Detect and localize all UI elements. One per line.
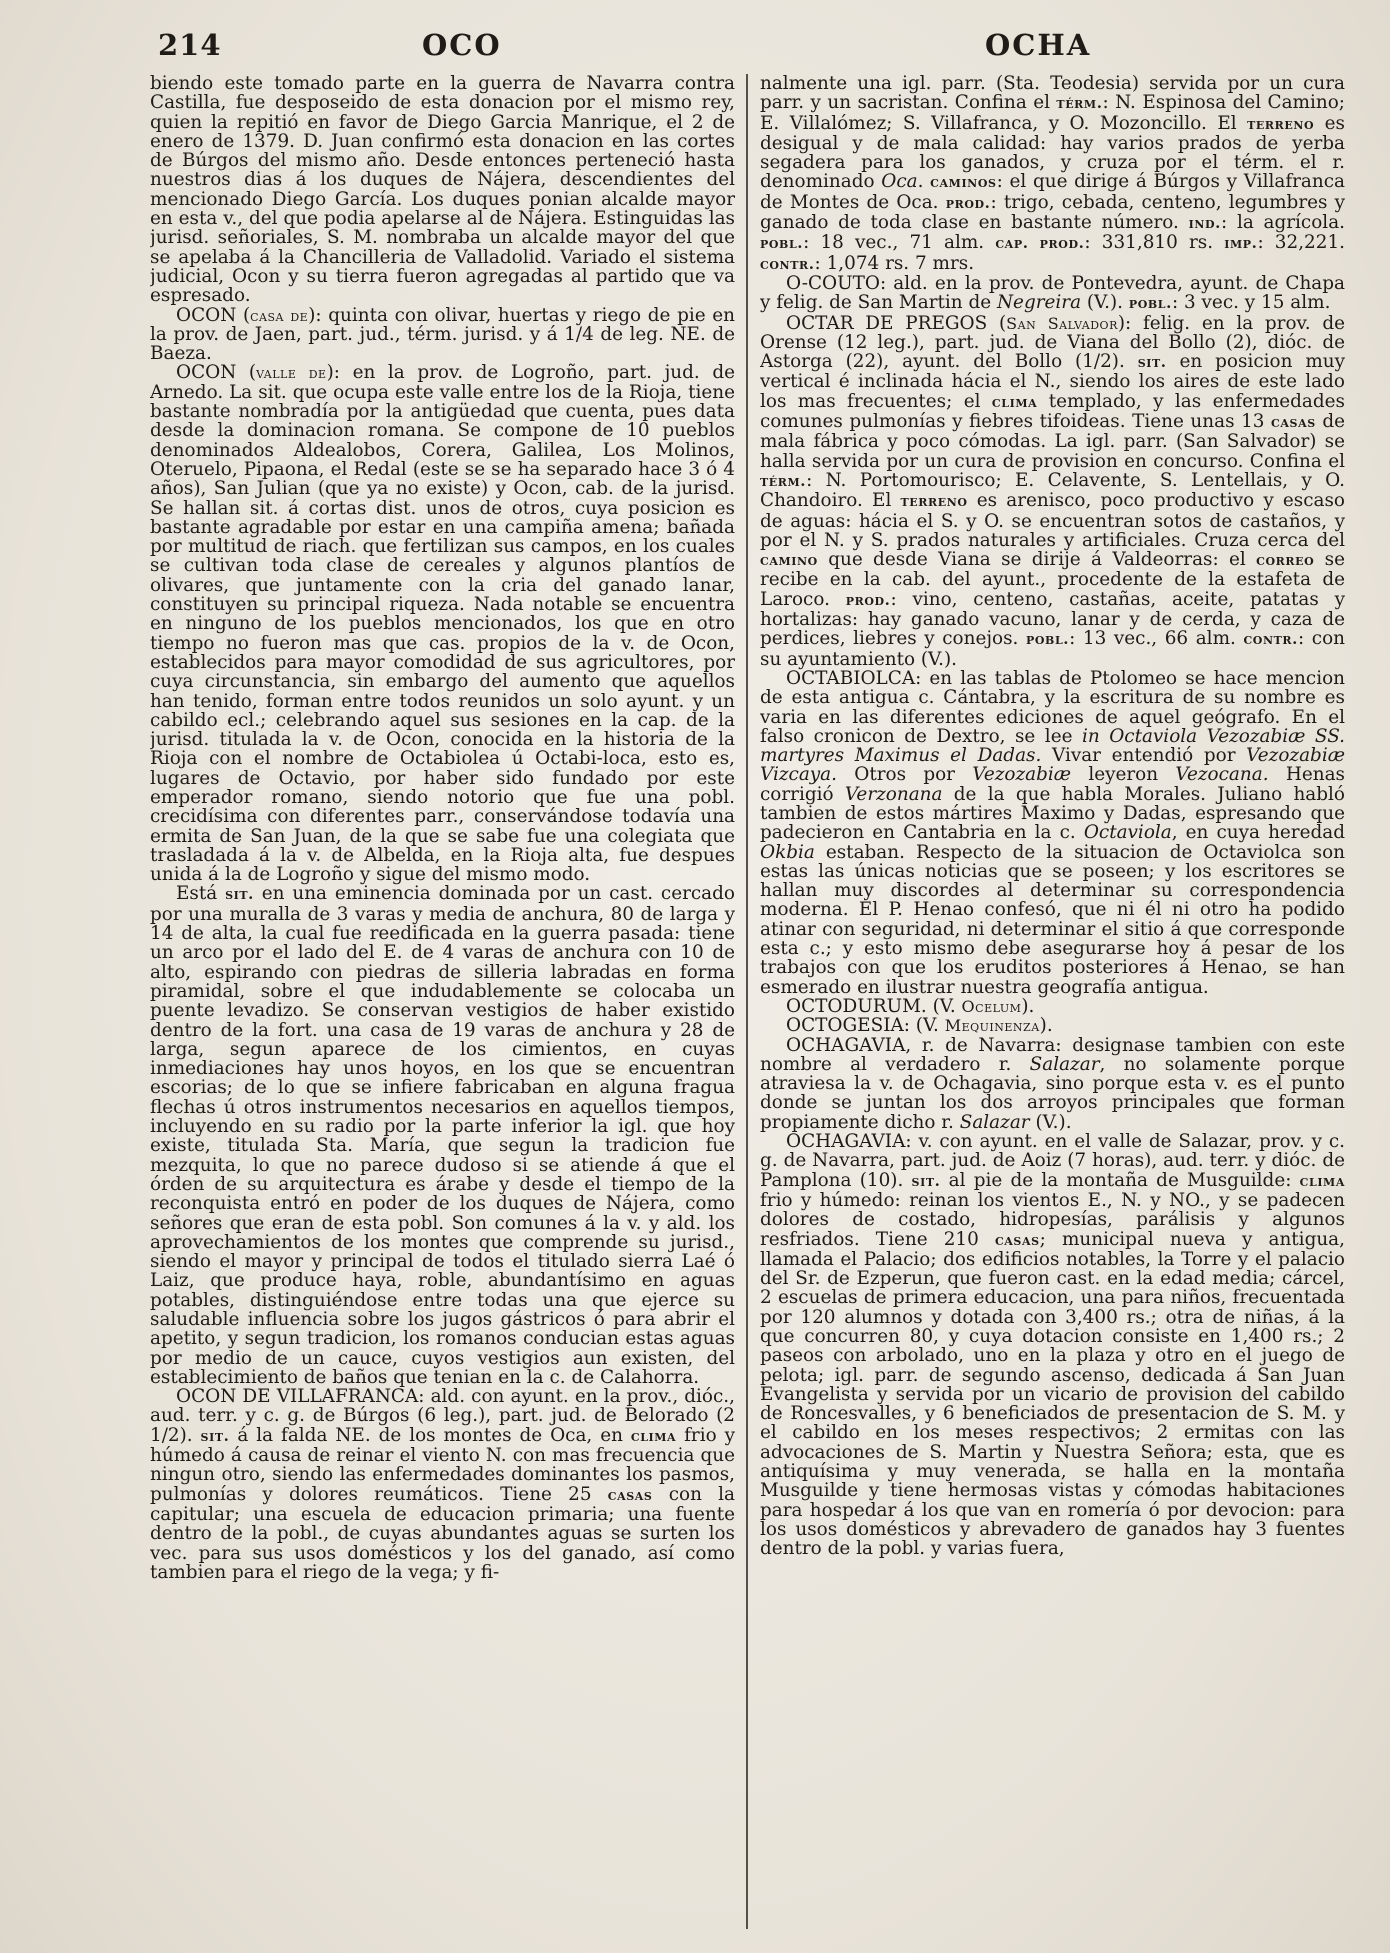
entry-octabiolca: OCTABIOLCA: en las tablas de Ptolomeo se hace mencion de esta antigua c. Cántabra, y la escritura de su nombre es varia en las diferentes ediciones de aquel geógrafo. En el falso cronicon de Dextro, se lee in Octaviola Vezozabiæ SS. martyres Maximus el Dadas. Vivar entendió por Vezozabiæ Vizcaya. Otros por Vezozabiæ leyeron Vezocana. Henas corrigió Verzonana de la que habla Morales. Juliano habló tambien de estos mártires Maximo y Dadas, espresando que padecieron en Cantabria en la c. Octaviola, en cuya heredad Okbia estaban. Respecto de la situacion de Octaviolca son estas las únicas noticias que se poseen; y los escritores se hallan muy discordes al determinar su correspondencia moderna. El P. Henao confesó, que ni él ni otro ha podido atinar con seguridad, ni determinar el sitio á que corresponde esta c.; y esto mismo debe asegurarse hoy á pesar de los trabajos con que los eruditos posteriores á Henao, se han esmerado en ilustrar nuestra geografía antigua.	[760, 667, 1345, 998]
entry-ochagavia-rio: OCHAGAVIA, r. de Navarra: designase tambien con este nombre al verdadero r. Salazar, no solamente porque atraviesa la v. de Ochagavia, sino porque esta v. es el punto donde se juntan los dos arroyos principales que forman propiamente dicho r. Salazar (V.).	[760, 1034, 1345, 1133]
page-number: 214	[158, 28, 222, 62]
entry-ocon-situacion: Está sit. en una eminencia dominada por un cast. cercado por una muralla de 3 varas y media de anchura, 80 de larga y 14 de alta, la cual fue reedificada en la guerra pasada: tiene un arco por el lado del E. de 4 varas de anchura con 10 de alto, espirando con piedras de silleria labradas en forma piramidal, sobre el que indudablemente se colocaba un puente levadizo. Se conservan vestigios de haber existido dentro de la fort. una casa de 19 varas de anchura y 28 de larga, segun aparece de los cimientos, en cuyas inmediaciones hay unos hoyos, en los que se encuentran escorias; de lo que se infiere fabricaban en alguna fragua flechas ú otros instrumentos necesarios en aquellos tiempos, incluyendo en su radio por la parte inferior la igl. que hoy existe, titulada Sta. María, que segun la tradicion fue mezquita, lo que no parece dudoso si se atiende á que el órden de su arquitectura es árabe y desde el tiempo de la reconquista entró en poder de los duques de Nájera, como señores que eran de esta pobl. Son comunes á la v. y ald. los aprovechamientos de los montes que comprende su jurisd., siendo el mayor y principal de todos el titulado sierra Laé ó Laiz, que produce haya, roble, abundantísimo en aguas potables, distinguiéndose entre todas una que ejerce su saludable influencia sobre los jugos gástricos ó para abrir el apetito, y segun tradicion, los romanos conducian estas aguas por medio de un cauce, cuyos vestigios aun existen, del establecimiento de baños que tenian en la c. de Calahorra.	[150, 883, 735, 1388]
entry-oco-continuation: biendo este tomado parte en la guerra de Navarra contra Castilla, fue desposeido de esta donacion por el mismo rey, quien la repitió en favor de Diego Garcia Manrique, el 2 de enero de 1379. D. Juan confirmó esta donacion en las cortes de Búrgos del mismo año. Desde entonces perteneció hasta nuestros dias á los duques de Nájera, descendientes del mencionado Diego García. Los duques ponian alcalde mayor en esta v., del que podia apelarse al de Nájera. Estinguidas las jurisd. señoriales, S. M. nombraba un alcalde mayor del que se apelaba á la Chancilleria de Valladolid. Variado el sistema judicial, Ocon y su tierra fueron agregadas al partido que va espresado.	[150, 74, 735, 307]
column-divider	[746, 74, 748, 1929]
running-header	[0, 24, 1390, 68]
entry-ocon-villafranca-continuation: nalmente una igl. parr. (Sta. Teodesia) servida por un cura parr. y un sacristan. Confina el térm.: N. Espinosa del Camino; E. Villalómez; S. Villafranca, y O. Mozoncillo. El terreno es desigual y de mala calidad: hay varios prados de yerba segadera para los ganados, y cruza por el térm. el r. denominado Oca. caminos: el que dirige á Búrgos y Villafranca de Montes de Oca. prod.: trigo, cebada, centeno, legumbres y ganado de toda clase en bastante número. ind.: la agrícola. pobl.: 18 vec., 71 alm. cap. prod.: 331,810 rs. imp.: 32,221. contr.: 1,074 rs. 7 mrs.	[760, 74, 1345, 274]
entry-octodurum: OCTODURUM. (V. Ocelum).	[786, 995, 1035, 1017]
left-column	[150, 74, 735, 1934]
right-column	[760, 74, 1345, 1934]
entry-ochagavia-villa: OCHAGAVIA: v. con ayunt. en el valle de Salazar, prov. y c. g. de Navarra, part. jud. de Aoiz (7 horas), aud. terr. y dióc. de Pamplona (10). sit. al pie de la montaña de Musguilde: clima frio y húmedo: reinan los vientos E., N. y NO., y se padecen dolores de costado, hidropesías, parálisis y algunos resfriados. Tiene 210 casas; municipal nueva y antigua, llamada el Palacio; dos edificios notables, la Torre y el palacio del Sr. de Ezperun, que fueron cast. en la edad media; cárcel, 2 escuelas de primera educacion, una para niños, frecuentada por 120 alumnos y dotada con 3,400 rs.; otra de niñas, á la que concurren 80, y cuya dotacion consiste en 1,400 rs.; 2 paseos con arbolado, uno en la plaza y otro en el juego de pelota; igl. parr. de segundo ascenso, dedicada á San Juan Evangelista y servida por un vicario de provision del cabildo de Roncesvalles, y 6 beneficiados de presentacion de S. M. y el cabildo en los meses respectivos; 2 ermitas con las advocaciones de S. Martin y Nuestra Señora; esta, que es antiquísima y muy venerada, se halla en la montaña Musguilde y tiene hermosas vistas y cómodas habitaciones para hospedar á los que van en romería ó por devocion: para los usos domésticos y abrevadero de ganados hay 3 fuentes dentro de la pobl. y varias fuera,	[760, 1131, 1345, 1560]
right-running-title: OCHA	[985, 28, 1092, 62]
entry-ocon-casa-de: OCON (casa de): quinta con olivar, huertas y riego de pie en la prov. de Jaen, part. jud., térm. jurisd. y á 1/4 de leg. NE. de Baeza.	[150, 304, 735, 365]
entry-o-couto: O-COUTO: ald. en la prov. de Pontevedra, ayunt. de Chapa y felig. de San Martin de Negreira (V.). pobl.: 3 vec. y 15 alm.	[760, 272, 1345, 314]
entry-octogesia: OCTOGESIA: (V. Mequinenza).	[786, 1015, 1053, 1037]
entry-ocon-valle-de: OCON (valle de): en la prov. de Logroño, part. jud. de Arnedo. La sit. que ocupa este valle entre los de la Rioja, tiene bastante nombradía por la antigüedad que cuenta, pues data desde la dominacion romana. Se compone de 10 pueblos denominados Aldealobos, Corera, Galilea, Los Molinos, Oteruelo, Pipaona, el Redal (este se se ha separado hace 3 ó 4 años), San Julian (que ya no existe) y Ocon, cab. de la jurisd. Se hallan sit. á cortas dist. unos de otros, cuya posicion es bastante agradable por estar en una campiña amena; bañada por multitud de riach. que fertilizan sus campos, en los cuales se cultivan toda clase de cereales y algunos plantíos de olivares, que juntamente con la cria del ganado lanar, constituyen su principal riqueza. Nada notable se encuentra en ninguno de los pueblos mencionados, los que en otro tiempo no fueron mas que cas. propios de la v. de Ocon, establecidos para mayor comodidad de sus agricultores, por cuya circunstancia, sin embargo del aumento que aquellos han tenido, forman entre todos reunidos un solo ayunt. y un cabildo ecl.; celebrando aquel sus sesiones en la cap. de la jurisd. titulada la v. de Ocon, conocida en la historia de la Rioja con el nombre de Octabiolea ú Octabi-loca, esto es, lugares de Octavio, por haber sido fundado por este emperador romano, siendo notorio que fue una pobl. crecidísima con diferentes parr., conservándose todavía una ermita de San Juan, de la que se sabe fue una colegiata que trasladada á la v. de Albelda, en la Rioja alta, fue despues unida á la de Logroño y sigue del mismo modo.	[150, 362, 735, 886]
entry-ocon-de-villafranca: OCON DE VILLAFRANCA: ald. con ayunt. en la prov., dióc., aud. terr. y c. g. de Búrgos (6 leg.), part. jud. de Belorado (2 1/2). sit. á la falda NE. de los montes de Oca, en clima frio y húmedo á causa de reinar el viento N. con mas frecuencia que ningun otro, siendo las enfermedades dominantes los pasmos, pulmonías y dolores reumáticos. Tiene 25 casas con la capitular; una escuela de educacion primaria; una fuente dentro de la pobl., de cuyas abundantes aguas se surten los vec. para sus usos domésticos y los del ganado, así como tambien para el riego de la vega; y fi-	[150, 1386, 735, 1583]
left-running-title: OCO	[422, 28, 502, 62]
entry-octar-de-pregos: OCTAR DE PREGOS (San Salvador): felig. en la prov. de Orense (12 leg.), part. jud. de Viana del Bollo (2), dióc. de Astorga (22), ayunt. del Bollo (1/2). sit. en posicion muy vertical é inclinada hácia el N., siendo los aires de este lado los mas frecuentes; el clima templado, y las enfermedades comunes pulmonías y fiebres tifoideas. Tiene unas 13 casas de mala fábrica y poco cómodas. La igl. parr. (San Salvador) se halla servida por un cura de provision en concurso. Confina el térm.: N. Portomourisco; E. Celavente, S. Lentellais, y O. Chandoiro. El terreno es arenisco, poco productivo y escaso de aguas: hácia el S. y O. se encuentran sotos de castaños, y por el N. y S. prados naturales y artificiales. Cruza cerca del camino que desde Viana se dirije á Valdeorras: el correo se recibe en la cab. del ayunt., procedente de la estafeta de Laroco. prod.: vino, centeno, castañas, aceite, patatas y hortalizas: hay ganado vacuno, lanar y de cerda, y caza de perdices, liebres y conejos. pobl.: 13 vec., 66 alm. contr.: con su ayuntamiento (V.).	[760, 312, 1345, 670]
